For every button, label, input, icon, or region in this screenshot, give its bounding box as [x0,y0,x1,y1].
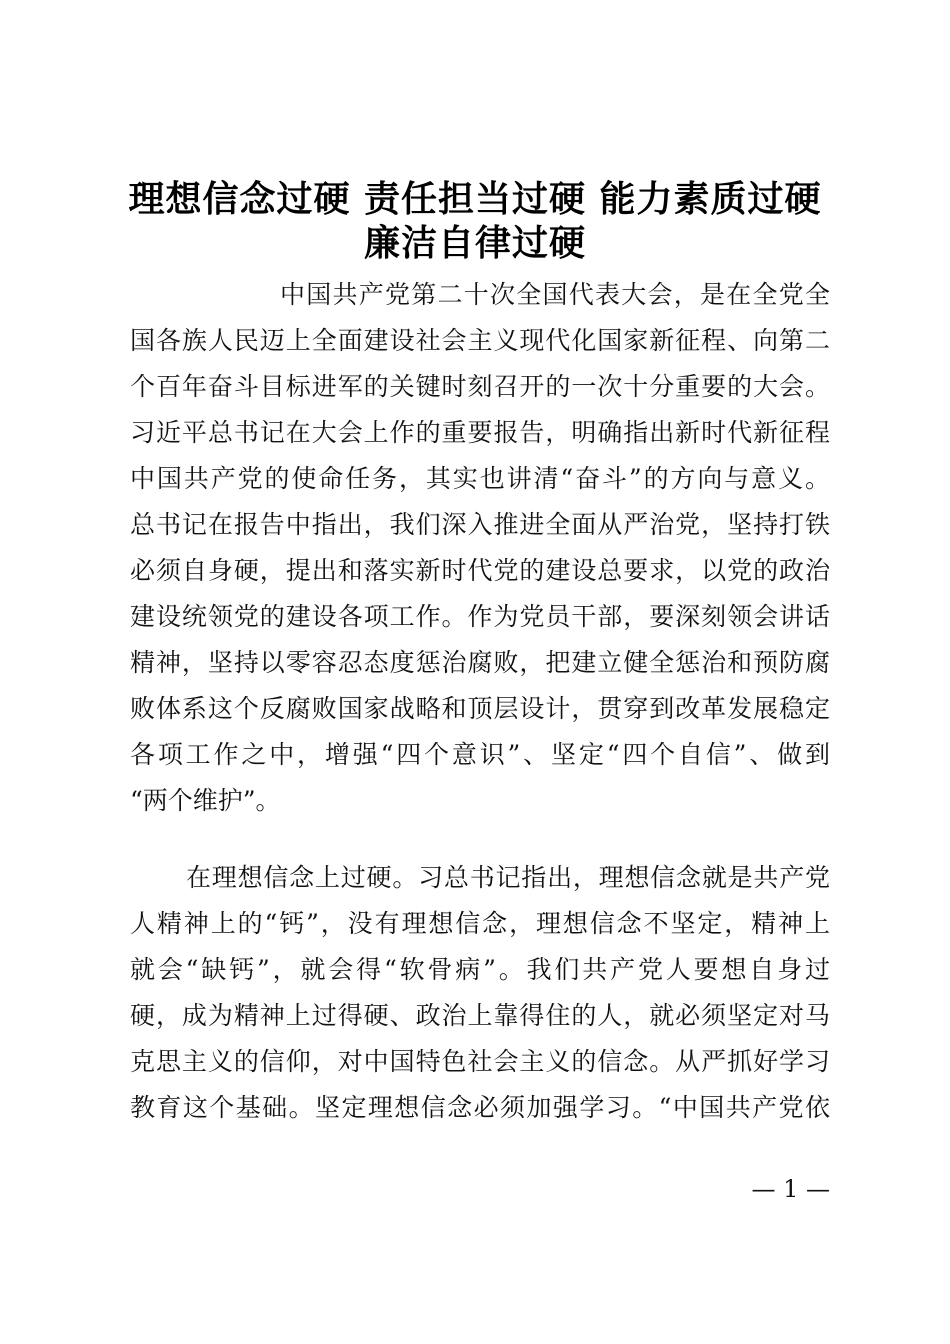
paragraph-1-line: 中国共产党的使命任务，其实也讲清“奋斗”的方向与意义。 [130,464,830,493]
paragraph-1-line: 国各族人民迈上全面建设社会主义现代化国家新征程、向第二 [130,326,830,355]
paragraph-1-line: 必须自身硬，提出和落实新时代党的建设总要求，以党的政治 [130,556,830,585]
paragraph-2-line: 硬，成为精神上过得硬、政治上靠得住的人，就必须坚定对马 [130,1001,830,1030]
paragraph-2-line: 就会“缺钙”，就会得“软骨病”。我们共产党人要想自身过 [130,955,830,984]
paragraph-1-line: 建设统领党的建设各项工作。作为党员干部，要深刻领会讲话 [130,602,830,631]
paragraph-1 [130,272,830,824]
paragraph-2-line: 在理想信念上过硬。习总书记指出，理想信念就是共产党 [186,863,830,892]
paragraph-1-line: 总书记在报告中指出，我们深入推进全面从严治党，坚持打铁 [130,510,830,539]
paragraph-2 [130,855,830,1131]
paragraph-1-line: “两个维护”。 [130,786,281,815]
document-title-line-2: 廉洁自律过硬 [363,222,586,264]
page-number: — 1 — [751,1175,830,1203]
paragraph-2-line: 人精神上的“钙”，没有理想信念，理想信念不坚定，精神上 [130,909,830,938]
document-title-line-1: 理想信念过硬 责任担当过硬 能力素质过硬 [128,178,822,220]
paragraph-1-line: 各项工作之中，增强“四个意识”、坚定“四个自信”、做到 [130,740,830,769]
paragraph-1-line: 个百年奋斗目标进军的关键时刻召开的一次十分重要的大会。 [130,372,830,401]
paragraph-1-line: 精神，坚持以零容忍态度惩治腐败，把建立健全惩治和预防腐 [130,648,830,677]
paragraph-2-line: 克思主义的信仰，对中国特色社会主义的信念。从严抓好学习 [130,1047,830,1076]
paragraph-1-line: 败体系这个反腐败国家战略和顶层设计，贯穿到改革发展稳定 [130,694,830,723]
paragraph-1-line: 中国共产党第二十次全国代表大会，是在全党全 [280,280,830,309]
paragraph-2-line: 教育这个基础。坚定理想信念必须加强学习。“中国共产党依 [130,1093,830,1122]
paragraph-1-line: 习近平总书记在大会上作的重要报告，明确指出新时代新征程 [130,418,830,447]
